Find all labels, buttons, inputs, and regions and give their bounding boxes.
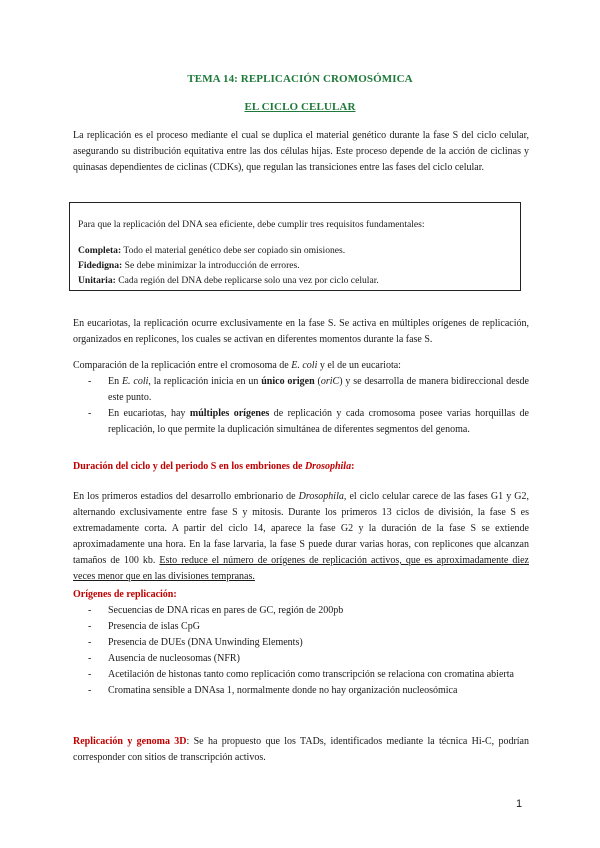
italic-span: E. coli: [121, 376, 149, 387]
list-item-text: Acetilación de histonas tanto como replicación como transcripción se relaciona con cromatina abierta: [108, 669, 514, 680]
requirement-unitaria: [78, 274, 379, 288]
list-item-text: Ausencia de nucleosomas (NFR): [108, 653, 240, 664]
requirement-text: Se debe minimizar la introducción de errores.: [122, 260, 300, 271]
dash-marker: -: [88, 653, 92, 664]
dash-marker: -: [88, 376, 92, 387]
dash-marker: -: [88, 605, 92, 616]
requirement-term: Completa:: [78, 245, 122, 256]
text-span: Duración del ciclo y del periodo S en los embriones de: [73, 461, 305, 472]
list-item-text: Presencia de islas CpG: [108, 621, 200, 632]
text-span: ) y se desarrolla de manera bidireccional desde este punto.: [108, 376, 529, 403]
dash-marker: -: [88, 685, 92, 696]
section-title: EL CICLO CELULAR: [244, 101, 356, 113]
list-item: [88, 667, 529, 683]
eukaryote-paragraph: En eucariotas, la replicación ocurre exclusivamente en la fase S. Se activa en múltiples orígenes de replicación, organizados en replicones, los cuales se activan en diferentes momentos durante la fase S.: [73, 318, 529, 345]
text-span: (: [314, 376, 321, 387]
page-number: 1: [516, 798, 523, 810]
requirement-fidedigna: [78, 259, 300, 273]
genome-3d-paragraph: [73, 734, 529, 766]
list-item: [88, 374, 529, 406]
genome-3d-label: Replicación y genoma 3D: [73, 736, 187, 747]
intro-paragraph: La replicación es el proceso mediante el cual se duplica el material genético durante la fase S del ciclo celular, asegurando su distribución equitativa entre las dos células hijas. Este proceso depende de la acción de ciclinas y quinasas dependientes de ciclinas (CDKs), que regulan las transiciones entre las fases del ciclo celular.: [73, 130, 529, 173]
text-span: de replicación y cada cromosoma posee varias horquillas de replicación, lo que permite la duplicación simultánea de diferentes segmentos del genoma.: [108, 408, 529, 435]
comparison-lead: [73, 358, 529, 374]
text-span: Comparación de la replicación entre el cromosoma de: [73, 360, 292, 371]
text-span: En eucariotas, hay: [108, 408, 190, 419]
italic-span: Drosophila: [304, 461, 352, 472]
italic-span: oriC: [320, 376, 340, 387]
requirement-text: Todo el material genético debe ser copiado sin omisiones.: [121, 245, 346, 256]
requirements-lead: Para que la replicación del DNA sea eficiente, debe cumplir tres requisitos fundamentales:: [78, 219, 425, 230]
text-span: :: [351, 461, 355, 472]
italic-span: Drosophila: [298, 491, 344, 502]
underlined-span: Esto reduce el número de orígenes de replicación activos, que es aproximadamente diez veces menor que en las divisiones tempranas.: [73, 555, 529, 582]
list-item: [88, 603, 529, 619]
list-item: [88, 406, 529, 438]
dash-marker: -: [88, 669, 92, 680]
text-span: , la replicación inicia en un: [148, 376, 262, 387]
dash-marker: -: [88, 637, 92, 648]
list-item: [88, 619, 529, 635]
text-span: En los primeros estadios del desarrollo embrionario de: [73, 491, 299, 502]
italic-span: E. coli: [291, 360, 318, 371]
bold-span: único origen: [261, 376, 315, 387]
origins-heading: Orígenes de replicación:: [73, 589, 177, 600]
text-span: : Se ha propuesto que los TADs, identificados mediante la técnica Hi-C, podrían corresponder con sitios de transcripción activos.: [73, 736, 529, 763]
list-item: [88, 683, 529, 699]
text-span: , el ciclo celular carece de las fases G1 y G2, alternando exclusivamente entre fase S y mitosis. Durante los primeros 13 ciclos de división, la fase S es extremadamente corta. A partir del ciclo 14, aparece la fase G2 y la duración de la fase S se extiende aproximadamente una hora. En la fase larvaria, la fase S puede durar varias horas, con replicones que alcanzan tamaños de 100 kb.: [73, 491, 529, 566]
requirement-text: Cada región del DNA debe replicarse solo una vez por ciclo celular.: [115, 275, 379, 286]
bold-span: múltiples orígenes: [189, 408, 270, 419]
text-span: En: [108, 376, 122, 387]
list-item-text: Secuencias de DNA ricas en pares de GC, región de 200pb: [108, 605, 344, 616]
list-item-text: Cromatina sensible a DNAsa 1, normalmente donde no hay organización nucleosómica: [108, 685, 458, 696]
comparison-list: [88, 374, 529, 438]
requirements-box: [69, 202, 521, 291]
requirement-completa: [78, 244, 345, 258]
document-title: TEMA 14: REPLICACIÓN CROMOSÓMICA: [187, 73, 413, 85]
list-item: [88, 651, 529, 667]
text-span: y el de un eucariota:: [317, 360, 401, 371]
origins-list: [88, 603, 529, 699]
list-item-text: Presencia de DUEs (DNA Unwinding Elements): [108, 637, 303, 648]
list-item: [88, 635, 529, 651]
drosophila-paragraph: [73, 489, 529, 585]
requirement-term: Fidedigna:: [78, 260, 123, 271]
dash-marker: -: [88, 621, 92, 632]
drosophila-heading: [73, 461, 354, 472]
dash-marker: -: [88, 408, 92, 419]
requirement-term: Unitaria:: [78, 275, 116, 286]
